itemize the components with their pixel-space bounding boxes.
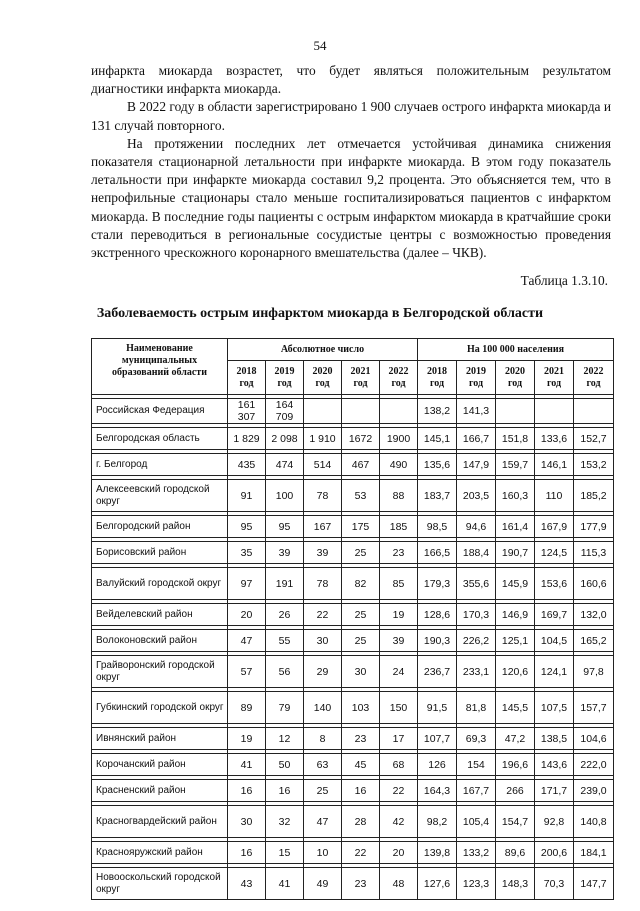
cell-abs: 161 307 (228, 399, 266, 424)
cell-abs: 8 (304, 728, 342, 750)
row-name: Краснояружский район (92, 842, 228, 864)
cell-rate: 139,8 (418, 842, 457, 864)
cell-rate: 226,2 (457, 630, 496, 652)
cell-abs: 49 (304, 868, 342, 900)
table-row (92, 630, 614, 652)
cell-rate: 123,3 (457, 868, 496, 900)
cell-abs: 88 (380, 480, 418, 512)
row-name: Новооскольский городской округ (92, 868, 228, 900)
cell-abs: 2 098 (266, 428, 304, 450)
cell-rate: 183,7 (418, 480, 457, 512)
cell-rate: 105,4 (457, 806, 496, 838)
row-name: Грайворонский городской округ (92, 656, 228, 688)
year-rate-0: 2018 год (418, 361, 457, 395)
cell-abs: 103 (342, 692, 380, 724)
cell-rate: 154,7 (496, 806, 535, 838)
cell-rate: 145,5 (496, 692, 535, 724)
paragraph: В 2022 году в области зарегистрировано 1 900 случаев острого инфаркта миокарда и 131 случай повторного. (91, 99, 611, 133)
cell-rate: 166,7 (457, 428, 496, 450)
cell-rate: 239,0 (574, 780, 614, 802)
cell-abs: 79 (266, 692, 304, 724)
cell-rate: 146,1 (535, 454, 574, 476)
cell-abs: 20 (380, 842, 418, 864)
cell-rate: 138,5 (535, 728, 574, 750)
cell-abs: 175 (342, 516, 380, 538)
cell-rate: 266 (496, 780, 535, 802)
cell-rate: 70,3 (535, 868, 574, 900)
cell-abs: 1 910 (304, 428, 342, 450)
table-caption: Таблица 1.3.10. (520, 273, 608, 288)
cell-abs: 39 (380, 630, 418, 652)
row-name: Валуйский городской округ (92, 568, 228, 600)
cell-abs: 100 (266, 480, 304, 512)
cell-rate: 170,3 (457, 604, 496, 626)
row-name: Вейделевский район (92, 604, 228, 626)
cell-rate: 151,8 (496, 428, 535, 450)
row-name: Борисовский район (92, 542, 228, 564)
cell-rate: 135,6 (418, 454, 457, 476)
cell-abs: 25 (304, 780, 342, 802)
row-name: Российская Федерация (92, 399, 228, 424)
cell-abs: 50 (266, 754, 304, 776)
header-absolute: Абсолютное число (228, 339, 418, 361)
cell-rate: 141,3 (457, 399, 496, 424)
table-row (92, 728, 614, 750)
cell-rate: 190,3 (418, 630, 457, 652)
cell-abs: 23 (342, 868, 380, 900)
cell-abs: 53 (342, 480, 380, 512)
cell-rate: 188,4 (457, 542, 496, 564)
cell-rate: 98,5 (418, 516, 457, 538)
table-row (92, 516, 614, 538)
cell-abs: 16 (266, 780, 304, 802)
cell-rate: 110 (535, 480, 574, 512)
header-name: Наименование муниципальных образований области (92, 339, 228, 395)
cell-rate: 143,6 (535, 754, 574, 776)
cell-rate: 184,1 (574, 842, 614, 864)
cell-rate: 167,7 (457, 780, 496, 802)
cell-rate: 222,0 (574, 754, 614, 776)
cell-rate: 133,2 (457, 842, 496, 864)
cell-abs (304, 399, 342, 424)
page-number: 54 (313, 38, 327, 53)
cell-rate: 152,7 (574, 428, 614, 450)
cell-abs: 35 (228, 542, 266, 564)
table-row (92, 428, 614, 450)
cell-abs: 63 (304, 754, 342, 776)
cell-abs: 19 (380, 604, 418, 626)
cell-abs: 42 (380, 806, 418, 838)
row-name: Белгородский район (92, 516, 228, 538)
cell-abs: 435 (228, 454, 266, 476)
cell-rate: 94,6 (457, 516, 496, 538)
year-rate-1: 2019 год (457, 361, 496, 395)
cell-rate: 161,4 (496, 516, 535, 538)
cell-rate: 157,7 (574, 692, 614, 724)
cell-rate: 126 (418, 754, 457, 776)
cell-rate: 128,6 (418, 604, 457, 626)
cell-abs: 57 (228, 656, 266, 688)
cell-abs: 45 (342, 754, 380, 776)
table-title: Заболеваемость острым инфарктом миокарда в Белгородской области (96, 306, 544, 321)
header-rate: На 100 000 населения (418, 339, 614, 361)
cell-abs: 47 (228, 630, 266, 652)
table-row (92, 604, 614, 626)
cell-abs: 26 (266, 604, 304, 626)
cell-rate: 89,6 (496, 842, 535, 864)
cell-abs: 97 (228, 568, 266, 600)
cell-rate: 127,6 (418, 868, 457, 900)
row-name: г. Белгород (92, 454, 228, 476)
table-row (92, 568, 614, 600)
body-text (91, 62, 611, 262)
cell-abs: 41 (228, 754, 266, 776)
cell-rate: 120,6 (496, 656, 535, 688)
year-abs-1: 2019 год (266, 361, 304, 395)
cell-rate: 166,5 (418, 542, 457, 564)
cell-rate: 179,3 (418, 568, 457, 600)
cell-abs: 24 (380, 656, 418, 688)
year-abs-0: 2018 год (228, 361, 266, 395)
cell-abs: 164 709 (266, 399, 304, 424)
table-row (92, 480, 614, 512)
cell-rate: 355,6 (457, 568, 496, 600)
cell-abs: 30 (228, 806, 266, 838)
cell-rate: 107,5 (535, 692, 574, 724)
cell-abs: 1 829 (228, 428, 266, 450)
cell-abs: 95 (266, 516, 304, 538)
cell-abs: 10 (304, 842, 342, 864)
cell-rate: 138,2 (418, 399, 457, 424)
row-name: Белгородская область (92, 428, 228, 450)
cell-rate: 167,9 (535, 516, 574, 538)
cell-rate: 133,6 (535, 428, 574, 450)
cell-abs: 43 (228, 868, 266, 900)
cell-rate: 153,6 (535, 568, 574, 600)
cell-abs: 22 (380, 780, 418, 802)
cell-abs: 185 (380, 516, 418, 538)
cell-rate (535, 399, 574, 424)
cell-rate: 165,2 (574, 630, 614, 652)
cell-rate: 160,6 (574, 568, 614, 600)
paragraph: На протяжении последних лет отмечается устойчивая динамика снижения показателя стационарной летальности при инфаркте миокарда. В этом году показатель летальности при инфаркте миокарда составил 9,2 процента. Это объясняется тем, что в непрофильные стационары стало меньше госпитализироваться пациентов с инфарктом миокарда. В последние годы пациенты с острым инфарктом миокарда в кратчайшие сроки стали переводиться в региональные сосудистые центры с возможностью проведения экстренного чрескожного коронарного вмешательства (далее – ЧКВ). (91, 135, 611, 261)
year-rate-3: 2021 год (535, 361, 574, 395)
cell-abs: 41 (266, 868, 304, 900)
year-rate-2: 2020 год (496, 361, 535, 395)
cell-rate: 104,5 (535, 630, 574, 652)
cell-rate: 160,3 (496, 480, 535, 512)
table-row (92, 656, 614, 688)
cell-abs: 39 (266, 542, 304, 564)
cell-rate: 147,9 (457, 454, 496, 476)
cell-abs: 23 (342, 728, 380, 750)
year-abs-3: 2021 год (342, 361, 380, 395)
cell-rate: 146,9 (496, 604, 535, 626)
cell-rate (496, 399, 535, 424)
cell-abs: 39 (304, 542, 342, 564)
table-row (92, 842, 614, 864)
cell-abs: 82 (342, 568, 380, 600)
cell-abs: 16 (228, 780, 266, 802)
cell-rate: 233,1 (457, 656, 496, 688)
cell-abs: 25 (342, 604, 380, 626)
cell-abs: 140 (304, 692, 342, 724)
row-name: Ивнянский район (92, 728, 228, 750)
row-name: Волоконовский район (92, 630, 228, 652)
cell-abs: 16 (228, 842, 266, 864)
cell-rate: 115,3 (574, 542, 614, 564)
year-abs-4: 2022 год (380, 361, 418, 395)
cell-rate: 132,0 (574, 604, 614, 626)
year-rate-4: 2022 год (574, 361, 614, 395)
cell-rate: 196,6 (496, 754, 535, 776)
cell-abs: 95 (228, 516, 266, 538)
cell-rate: 148,3 (496, 868, 535, 900)
cell-abs: 467 (342, 454, 380, 476)
table-row (92, 454, 614, 476)
cell-rate: 154 (457, 754, 496, 776)
cell-abs: 19 (228, 728, 266, 750)
cell-abs: 30 (304, 630, 342, 652)
cell-rate: 81,8 (457, 692, 496, 724)
cell-abs: 89 (228, 692, 266, 724)
cell-abs: 47 (304, 806, 342, 838)
cell-abs: 55 (266, 630, 304, 652)
cell-abs: 22 (304, 604, 342, 626)
cell-abs: 68 (380, 754, 418, 776)
cell-abs: 12 (266, 728, 304, 750)
cell-rate: 69,3 (457, 728, 496, 750)
cell-abs: 1672 (342, 428, 380, 450)
cell-abs: 150 (380, 692, 418, 724)
cell-rate: 97,8 (574, 656, 614, 688)
cell-rate: 171,7 (535, 780, 574, 802)
row-name: Красненский район (92, 780, 228, 802)
row-name: Алексеевский городской округ (92, 480, 228, 512)
cell-rate: 124,5 (535, 542, 574, 564)
cell-rate: 140,8 (574, 806, 614, 838)
cell-rate: 124,1 (535, 656, 574, 688)
cell-abs: 32 (266, 806, 304, 838)
table-row (92, 780, 614, 802)
cell-rate: 104,6 (574, 728, 614, 750)
cell-abs: 490 (380, 454, 418, 476)
cell-abs: 16 (342, 780, 380, 802)
cell-abs: 25 (342, 630, 380, 652)
cell-abs: 91 (228, 480, 266, 512)
cell-abs: 78 (304, 568, 342, 600)
table-row (92, 399, 614, 424)
cell-abs: 30 (342, 656, 380, 688)
cell-rate: 169,7 (535, 604, 574, 626)
cell-abs: 23 (380, 542, 418, 564)
cell-abs: 1900 (380, 428, 418, 450)
incidence-table (91, 338, 614, 900)
cell-rate: 190,7 (496, 542, 535, 564)
cell-rate: 159,7 (496, 454, 535, 476)
cell-rate: 91,5 (418, 692, 457, 724)
cell-abs: 167 (304, 516, 342, 538)
cell-abs: 514 (304, 454, 342, 476)
cell-abs: 17 (380, 728, 418, 750)
year-abs-2: 2020 год (304, 361, 342, 395)
cell-rate: 177,9 (574, 516, 614, 538)
paragraph: инфаркта миокарда возрастет, что будет являться положительным результатом диагностики инфаркта миокарда. (91, 63, 611, 97)
cell-rate: 185,2 (574, 480, 614, 512)
cell-abs: 78 (304, 480, 342, 512)
row-name: Губкинский городской округ (92, 692, 228, 724)
row-name: Красногвардейский район (92, 806, 228, 838)
cell-rate: 200,6 (535, 842, 574, 864)
cell-abs: 25 (342, 542, 380, 564)
cell-abs: 56 (266, 656, 304, 688)
cell-rate: 145,1 (418, 428, 457, 450)
table-row (92, 754, 614, 776)
cell-abs: 191 (266, 568, 304, 600)
cell-abs: 20 (228, 604, 266, 626)
cell-abs: 48 (380, 868, 418, 900)
cell-rate: 147,7 (574, 868, 614, 900)
cell-rate (574, 399, 614, 424)
cell-abs: 29 (304, 656, 342, 688)
cell-rate: 153,2 (574, 454, 614, 476)
cell-rate: 125,1 (496, 630, 535, 652)
cell-abs: 474 (266, 454, 304, 476)
cell-abs (342, 399, 380, 424)
table-row (92, 806, 614, 838)
cell-rate: 145,9 (496, 568, 535, 600)
cell-abs: 85 (380, 568, 418, 600)
cell-abs: 22 (342, 842, 380, 864)
cell-abs: 15 (266, 842, 304, 864)
table-row (92, 692, 614, 724)
table-row (92, 542, 614, 564)
cell-rate: 236,7 (418, 656, 457, 688)
cell-rate: 98,2 (418, 806, 457, 838)
table-row (92, 868, 614, 900)
row-name: Корочанский район (92, 754, 228, 776)
cell-rate: 92,8 (535, 806, 574, 838)
cell-rate: 203,5 (457, 480, 496, 512)
cell-rate: 164,3 (418, 780, 457, 802)
cell-rate: 47,2 (496, 728, 535, 750)
cell-abs (380, 399, 418, 424)
cell-rate: 107,7 (418, 728, 457, 750)
cell-abs: 28 (342, 806, 380, 838)
